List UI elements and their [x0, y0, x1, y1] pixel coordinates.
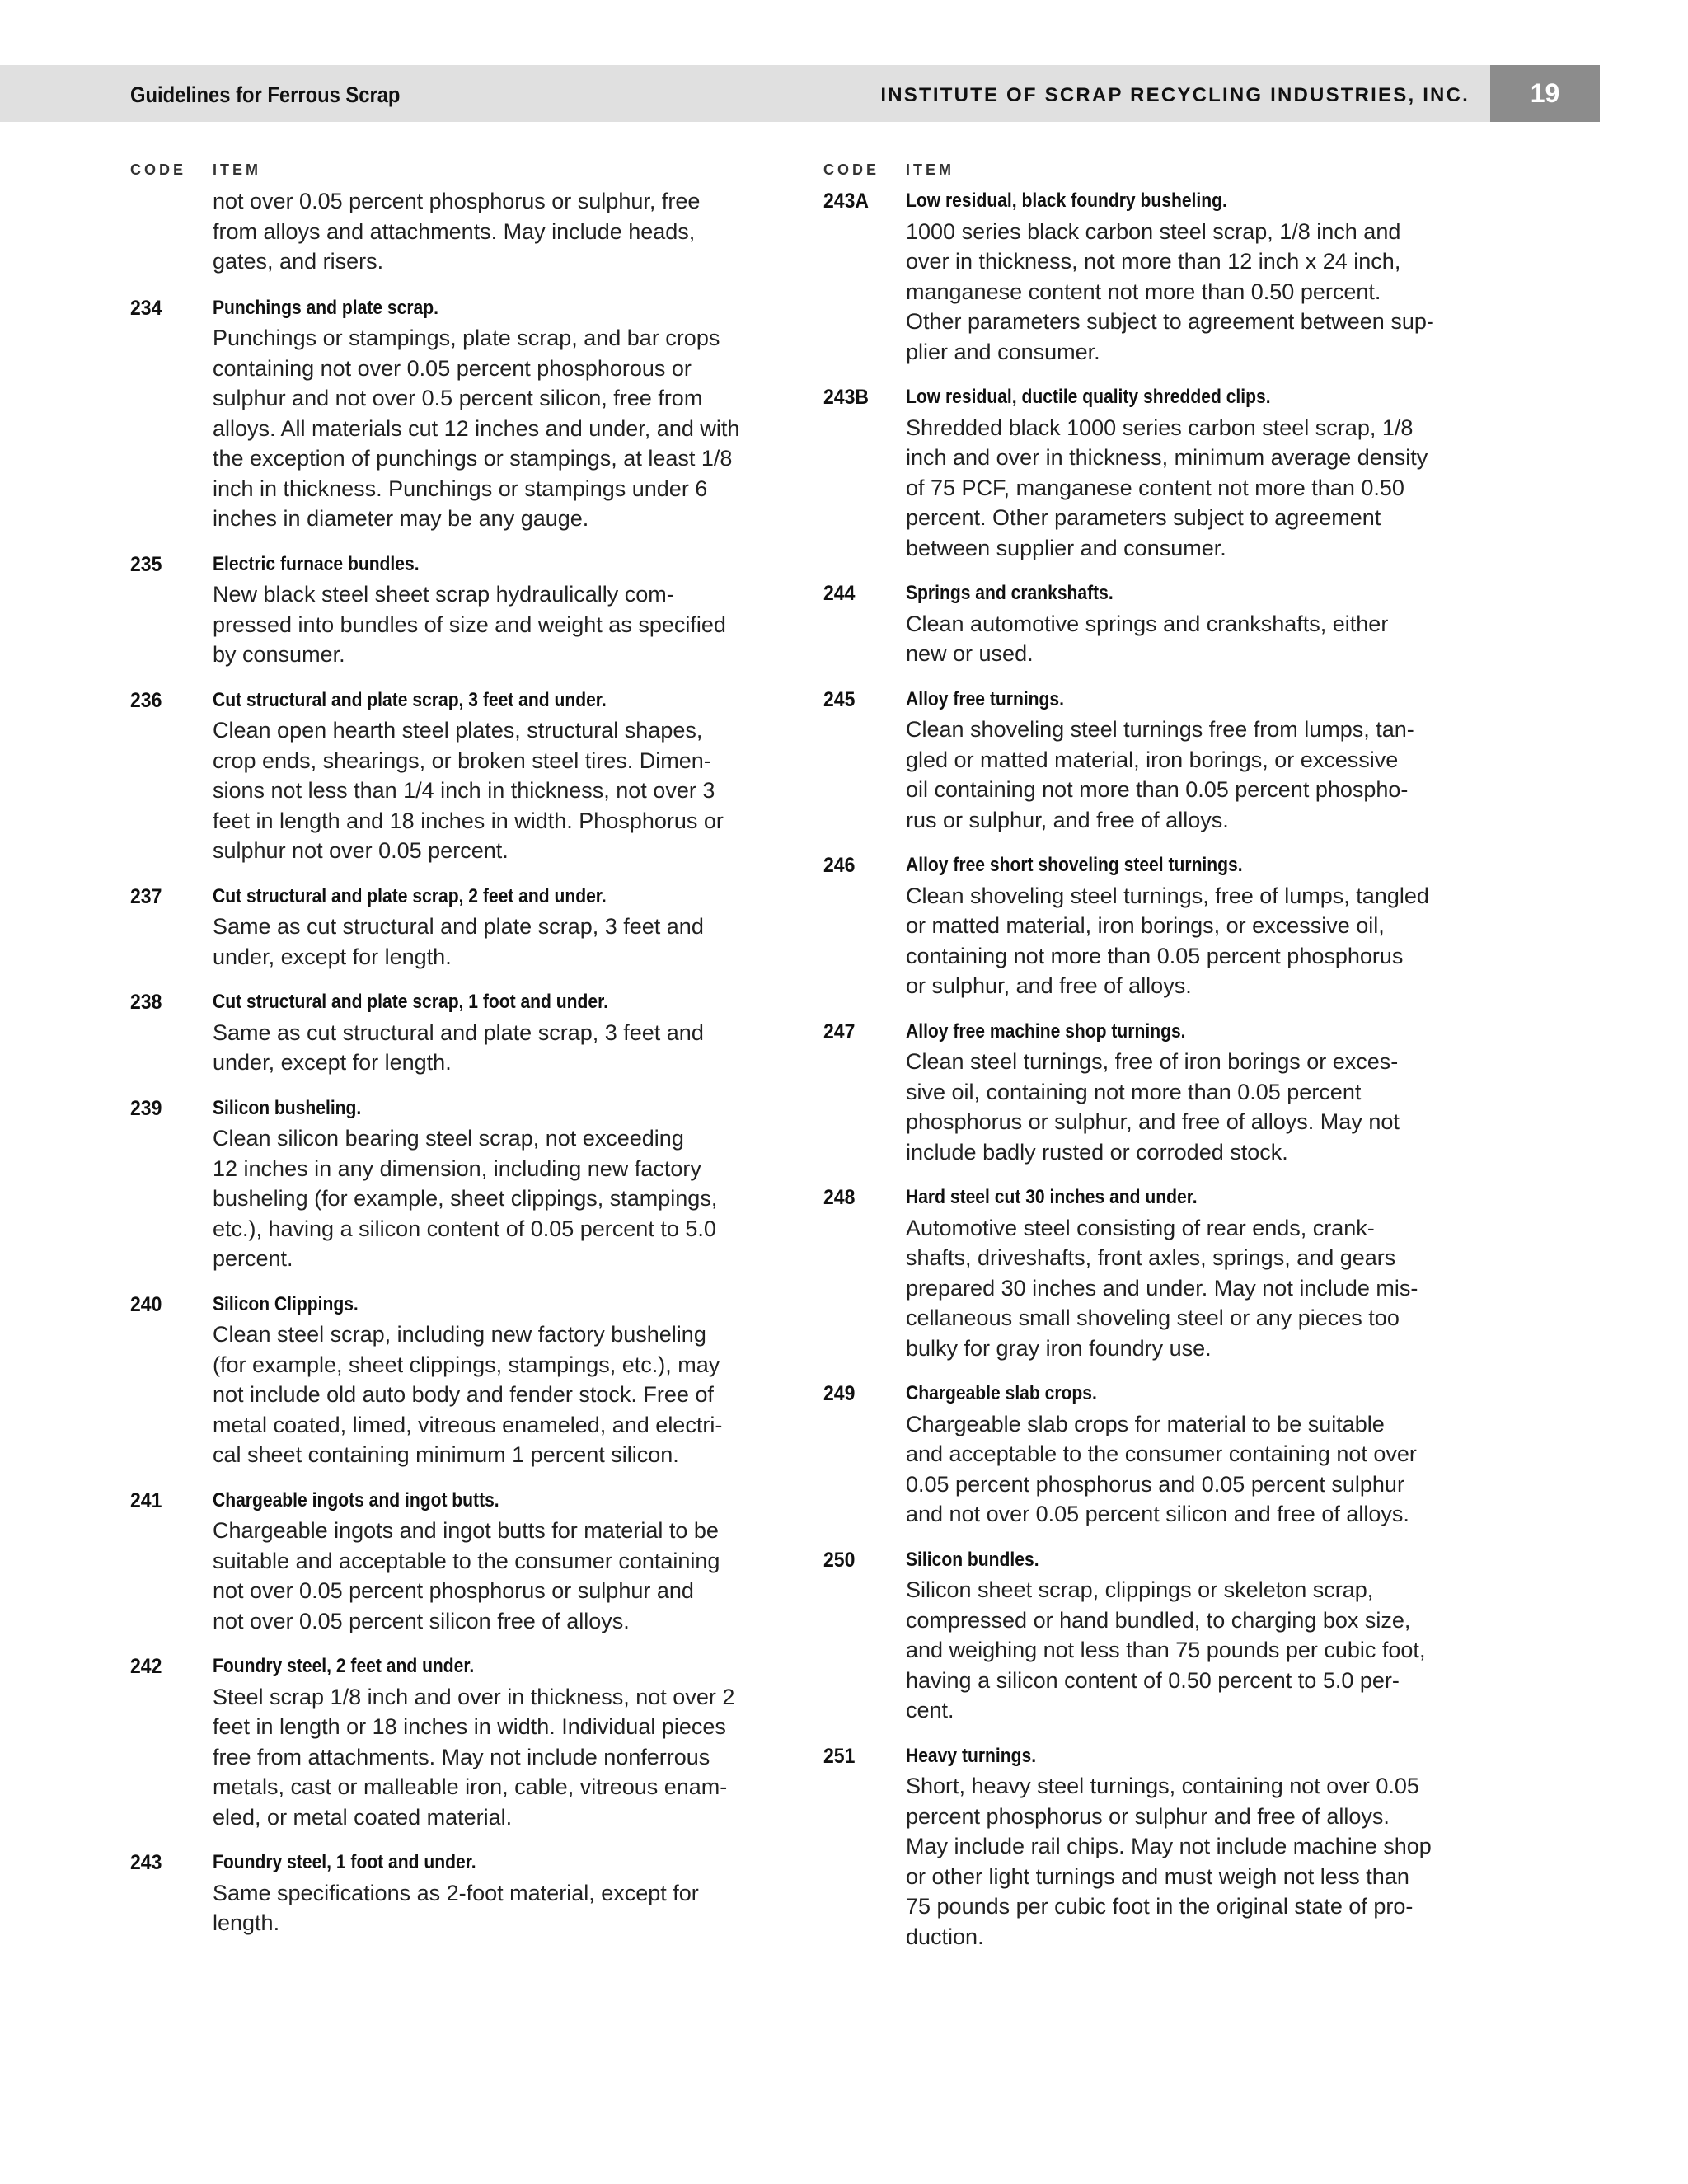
- item-title: Punchings and plate scrap.: [213, 296, 438, 319]
- item-body: [906, 186, 1483, 367]
- item-description: [213, 1516, 773, 1636]
- item-body: [213, 550, 773, 670]
- description-line: of 75 PCF, manganese content not more than 0.50: [906, 475, 1404, 500]
- item-description: [906, 217, 1483, 368]
- description-line: under, except for length.: [213, 944, 452, 969]
- item-code: 247: [823, 1019, 856, 1043]
- item-code: 249: [823, 1382, 856, 1405]
- publisher-name: INSTITUTE OF SCRAP RECYCLING INDUSTRIES, INC.: [880, 84, 1470, 106]
- item-code: 235: [130, 552, 162, 576]
- item-title: Cut structural and plate scrap, 1 foot and under.: [213, 991, 609, 1013]
- item-title: Low residual, black foundry busheling.: [906, 190, 1227, 212]
- description-line: between supplier and consumer.: [906, 535, 1226, 560]
- item-description: [213, 1018, 773, 1078]
- item-body: [213, 1486, 773, 1637]
- description-line: Short, heavy steel turnings, containing not over 0.05: [906, 1774, 1419, 1798]
- code-label: CODE: [823, 162, 880, 178]
- description-line: from alloys and attachments. May include heads,: [213, 218, 696, 244]
- item-body: [213, 882, 773, 972]
- scrap-entry: [823, 1545, 1483, 1726]
- description-line: include badly rusted or corroded stock.: [906, 1139, 1288, 1165]
- item-description: [906, 715, 1483, 835]
- page-number-box: [1490, 65, 1600, 122]
- description-line: not over 0.05 percent phosphorus or sulphur and: [213, 1578, 694, 1603]
- description-line: inches in diameter may be any gauge.: [213, 506, 589, 531]
- description-line: busheling (for example, sheet clippings, stampings,: [213, 1186, 718, 1211]
- item-title: Low residual, ductile quality shredded clips.: [906, 386, 1271, 408]
- description-line: not over 0.05 percent phosphorus or sulphur, free: [213, 189, 701, 213]
- scrap-entry: [130, 1290, 781, 1470]
- description-line: eled, or metal coated material.: [213, 1804, 513, 1830]
- description-line: metals, cast or malleable iron, cable, vitreous enam-: [213, 1774, 728, 1799]
- right-column: [823, 162, 1483, 1967]
- description-line: containing not over 0.05 percent phosphorous or: [213, 355, 692, 381]
- item-code: 251: [823, 1744, 856, 1768]
- description-line: free from attachments. May not include nonferrous: [213, 1744, 710, 1769]
- item-title: Heavy turnings.: [906, 1744, 1037, 1767]
- right-column-header: [823, 162, 1483, 180]
- item-code: 248: [823, 1186, 856, 1209]
- description-line: and acceptable to the consumer containing not over: [906, 1441, 1417, 1466]
- description-line: cellaneous small shoveling steel or any pieces too: [906, 1305, 1400, 1330]
- item-code: 239: [130, 1096, 162, 1120]
- item-title: Cut structural and plate scrap, 3 feet and under.: [213, 688, 607, 711]
- description-line: not over 0.05 percent silicon free of alloys.: [213, 1608, 630, 1633]
- item-code: 243: [130, 1851, 162, 1874]
- description-line: the exception of punchings or stampings, at least 1/8: [213, 446, 733, 471]
- description-line: alloys. All materials cut 12 inches and under, and with: [213, 415, 740, 441]
- description-line: Clean steel scrap, including new factory busheling: [213, 1322, 706, 1347]
- description-line: and weighing not less than 75 pounds per cubic foot,: [906, 1638, 1426, 1662]
- item-code: 244: [823, 582, 856, 605]
- description-line: Clean automotive springs and crankshafts, either: [906, 611, 1389, 636]
- description-line: or other light turnings and must weigh not less than: [906, 1863, 1409, 1889]
- description-line: Same as cut structural and plate scrap, 3 feet and: [213, 914, 704, 939]
- item-title: Hard steel cut 30 inches and under.: [906, 1186, 1198, 1208]
- description-line: New black steel sheet scrap hydraulically com-: [213, 582, 674, 607]
- description-line: sions not less than 1/4 inch in thickness, not over 3: [213, 778, 715, 803]
- item-code: 241: [130, 1488, 162, 1512]
- item-code: 245: [823, 687, 856, 711]
- scrap-entry: [130, 1094, 781, 1274]
- item-code: 242: [130, 1655, 162, 1678]
- description-line: Steel scrap 1/8 inch and over in thickness, not over 2: [213, 1684, 735, 1709]
- description-line: duction.: [906, 1924, 984, 1949]
- scrap-entry: [823, 579, 1483, 669]
- item-code: 250: [823, 1548, 856, 1572]
- item-body: [906, 1379, 1483, 1530]
- description-line: crop ends, shearings, or broken steel tires. Dimen-: [213, 748, 711, 773]
- scrap-entry: [823, 1379, 1483, 1530]
- item-title: Foundry steel, 2 feet and under.: [213, 1655, 475, 1677]
- description-line: Silicon sheet scrap, clippings or skeleton scrap,: [906, 1577, 1374, 1602]
- item-title: Silicon busheling.: [213, 1096, 362, 1119]
- description-line: feet in length or 18 inches in width. Individual pieces: [213, 1714, 726, 1739]
- item-code: 246: [823, 854, 856, 877]
- description-line: and not over 0.05 percent silicon and free of alloys.: [906, 1502, 1409, 1526]
- scrap-entry: [823, 382, 1483, 563]
- item-description: [213, 1123, 773, 1274]
- description-line: percent phosphorus or sulphur and free of alloys.: [906, 1803, 1390, 1829]
- description-line: Same specifications as 2-foot material, except for: [213, 1880, 699, 1905]
- item-description: [213, 912, 773, 972]
- item-description: [906, 609, 1483, 669]
- scrap-entry: [823, 685, 1483, 836]
- description-line: cal sheet containing minimum 1 percent silicon.: [213, 1442, 679, 1467]
- description-line: Clean shoveling steel turnings, free of lumps, tangled: [906, 883, 1429, 908]
- description-line: not include old auto body and fender stock. Free of: [213, 1382, 714, 1407]
- scrap-entry: [130, 1652, 781, 1832]
- item-title: Springs and crankshafts.: [906, 582, 1114, 604]
- description-line: cent.: [906, 1698, 954, 1722]
- description-line: having a silicon content of 0.50 percent to 5.0 per-: [906, 1667, 1400, 1693]
- item-body: [213, 987, 773, 1078]
- left-column-header: [130, 162, 781, 180]
- description-line: containing not more than 0.05 percent phosphorus: [906, 943, 1404, 968]
- description-line: gled or matted material, iron borings, or excessive: [906, 747, 1399, 772]
- item-code: 238: [130, 991, 162, 1014]
- page-number: 19: [1530, 78, 1560, 108]
- description-line: Shredded black 1000 series carbon steel scrap, 1/8: [906, 415, 1414, 440]
- description-line: inch and over in thickness, minimum average density: [906, 445, 1428, 470]
- description-line: Chargeable ingots and ingot butts for material to be: [213, 1518, 719, 1543]
- scrap-entry: [130, 293, 781, 534]
- description-line: sulphur not over 0.05 percent.: [213, 838, 509, 863]
- item-description: [906, 1213, 1483, 1364]
- item-description: [906, 1771, 1483, 1952]
- item-description: [213, 1682, 773, 1833]
- item-body: [213, 1290, 773, 1470]
- scrap-entry: [130, 1486, 781, 1637]
- item-code: 234: [130, 296, 162, 320]
- description-line: phosphorus or sulphur, and free of alloys. May not: [906, 1109, 1400, 1134]
- scrap-entry: [130, 686, 781, 866]
- description-line: length.: [213, 1910, 280, 1935]
- description-line: Clean open hearth steel plates, structural shapes,: [213, 718, 703, 743]
- item-code: 243A: [823, 190, 869, 213]
- description-line: Automotive steel consisting of rear ends, crank-: [906, 1215, 1375, 1240]
- item-title: Alloy free turnings.: [906, 687, 1065, 710]
- description-line: sulphur and not over 0.5 percent silicon, free from: [213, 386, 703, 410]
- description-line: 75 pounds per cubic foot in the original state of pro-: [906, 1894, 1414, 1919]
- description-line: Clean shoveling steel turnings free from lumps, tan-: [906, 717, 1414, 742]
- left-entry-list: [130, 293, 781, 1938]
- description-line: metal coated, limed, vitreous enameled, and electri-: [213, 1412, 723, 1437]
- item-body: [906, 1017, 1483, 1168]
- description-line: shafts, driveshafts, front axles, springs, and gears: [906, 1245, 1396, 1270]
- item-body: [213, 686, 773, 866]
- description-line: sive oil, containing not more than 0.05 percent: [906, 1079, 1362, 1104]
- item-title: Cut structural and plate scrap, 2 feet and under.: [213, 884, 607, 907]
- scrap-entry: [823, 1741, 1483, 1952]
- scrap-entry: [130, 987, 781, 1078]
- item-body: [213, 1652, 773, 1832]
- scrap-entry: [823, 1017, 1483, 1168]
- continuation-entry: [130, 186, 781, 277]
- description-line: 1000 series black carbon steel scrap, 1/8 inch and: [906, 218, 1401, 244]
- item-description: [213, 1319, 773, 1470]
- description-line: new or used.: [906, 641, 1034, 666]
- item-description: [906, 413, 1483, 564]
- description-line: Clean steel turnings, free of iron borings or exces-: [906, 1049, 1399, 1074]
- scrap-entry: [130, 550, 781, 670]
- description-line: prepared 30 inches and under. May not include mis-: [906, 1275, 1418, 1301]
- item-body: [906, 685, 1483, 836]
- description-line: percent. Other parameters subject to agreement: [906, 505, 1381, 530]
- item-body: [213, 1094, 773, 1274]
- item-code: 237: [130, 884, 162, 908]
- item-label: ITEM: [213, 162, 261, 178]
- description-line: or sulphur, and free of alloys.: [906, 973, 1192, 998]
- item-title: Foundry steel, 1 foot and under.: [213, 1851, 476, 1873]
- description-line: etc.), having a silicon content of 0.05 percent to 5.0: [213, 1216, 716, 1241]
- description-line: Same as cut structural and plate scrap, 3 feet and: [213, 1019, 704, 1045]
- document-title: Guidelines for Ferrous Scrap: [130, 82, 401, 107]
- item-code: 240: [130, 1292, 162, 1316]
- item-title: Silicon Clippings.: [213, 1292, 359, 1315]
- description-line: Other parameters subject to agreement between sup-: [906, 309, 1434, 334]
- item-body: [906, 1183, 1483, 1363]
- item-code: 243B: [823, 386, 869, 409]
- scrap-entry: [823, 851, 1483, 1001]
- description-line: 0.05 percent phosphorus and 0.05 percent sulphur: [906, 1471, 1404, 1497]
- description-line: feet in length and 18 inches in width. Phosphorus or: [213, 808, 724, 833]
- description-line: compressed or hand bundled, to charging box size,: [906, 1607, 1411, 1633]
- description-line: May include rail chips. May not include machine shop: [906, 1834, 1432, 1858]
- item-title: Electric furnace bundles.: [213, 552, 420, 575]
- description-line: Clean silicon bearing steel scrap, not exceeding: [213, 1126, 684, 1151]
- item-body: [906, 851, 1483, 1001]
- description-line: Chargeable slab crops for material to be suitable: [906, 1411, 1385, 1436]
- description-line: gates, and risers.: [213, 249, 384, 274]
- description-line: percent.: [213, 1246, 293, 1271]
- continuation-text: [213, 186, 773, 277]
- item-body: [906, 1741, 1483, 1952]
- item-title: Silicon bundles.: [906, 1548, 1039, 1571]
- description-line: oil containing not more than 0.05 percent phospho-: [906, 777, 1409, 802]
- description-line: 12 inches in any dimension, including new factory: [213, 1155, 701, 1181]
- description-line: inch in thickness. Punchings or stampings under 6: [213, 476, 708, 501]
- scrap-entry: [823, 186, 1483, 367]
- description-line: suitable and acceptable to the consumer containing: [213, 1548, 720, 1573]
- item-code: 236: [130, 688, 162, 712]
- description-line: (for example, sheet clippings, stampings, etc.), may: [213, 1352, 720, 1377]
- item-description: [906, 1575, 1483, 1726]
- description-line: pressed into bundles of size and weight as specified: [213, 612, 726, 637]
- item-title: Chargeable ingots and ingot butts.: [213, 1488, 499, 1511]
- item-body: [906, 382, 1483, 563]
- item-body: [906, 579, 1483, 669]
- item-title: Alloy free short shoveling steel turnings.: [906, 854, 1243, 876]
- description-line: rus or sulphur, and free of alloys.: [906, 807, 1229, 832]
- description-line: under, except for length.: [213, 1050, 452, 1075]
- scrap-entry: [130, 1848, 781, 1938]
- item-body: [213, 293, 773, 534]
- right-entry-list: [823, 186, 1483, 1952]
- item-body: [906, 1545, 1483, 1726]
- item-description: [906, 1409, 1483, 1530]
- left-column: [130, 162, 781, 1954]
- description-line: over in thickness, not more than 12 inch x 24 inch,: [906, 249, 1401, 274]
- item-title: Alloy free machine shop turnings.: [906, 1019, 1186, 1043]
- item-description: [906, 1047, 1483, 1167]
- description-line: bulky for gray iron foundry use.: [906, 1335, 1212, 1361]
- scrap-entry: [823, 1183, 1483, 1363]
- scrap-entry: [130, 882, 781, 972]
- description-line: plier and consumer.: [906, 339, 1100, 364]
- item-description: [213, 323, 773, 534]
- description-line: Punchings or stampings, plate scrap, and bar crops: [213, 326, 720, 350]
- description-line: or matted material, iron borings, or excessive oil,: [906, 913, 1385, 938]
- item-body: [213, 1848, 773, 1938]
- item-description: [213, 579, 773, 670]
- item-description: [906, 881, 1483, 1001]
- description-line: manganese content not more than 0.50 percent.: [906, 279, 1381, 304]
- item-description: [213, 1878, 773, 1938]
- description-line: by consumer.: [213, 642, 345, 667]
- code-label: CODE: [130, 162, 187, 178]
- item-label: ITEM: [906, 162, 954, 178]
- item-title: Chargeable slab crops.: [906, 1382, 1097, 1404]
- item-description: [213, 715, 773, 866]
